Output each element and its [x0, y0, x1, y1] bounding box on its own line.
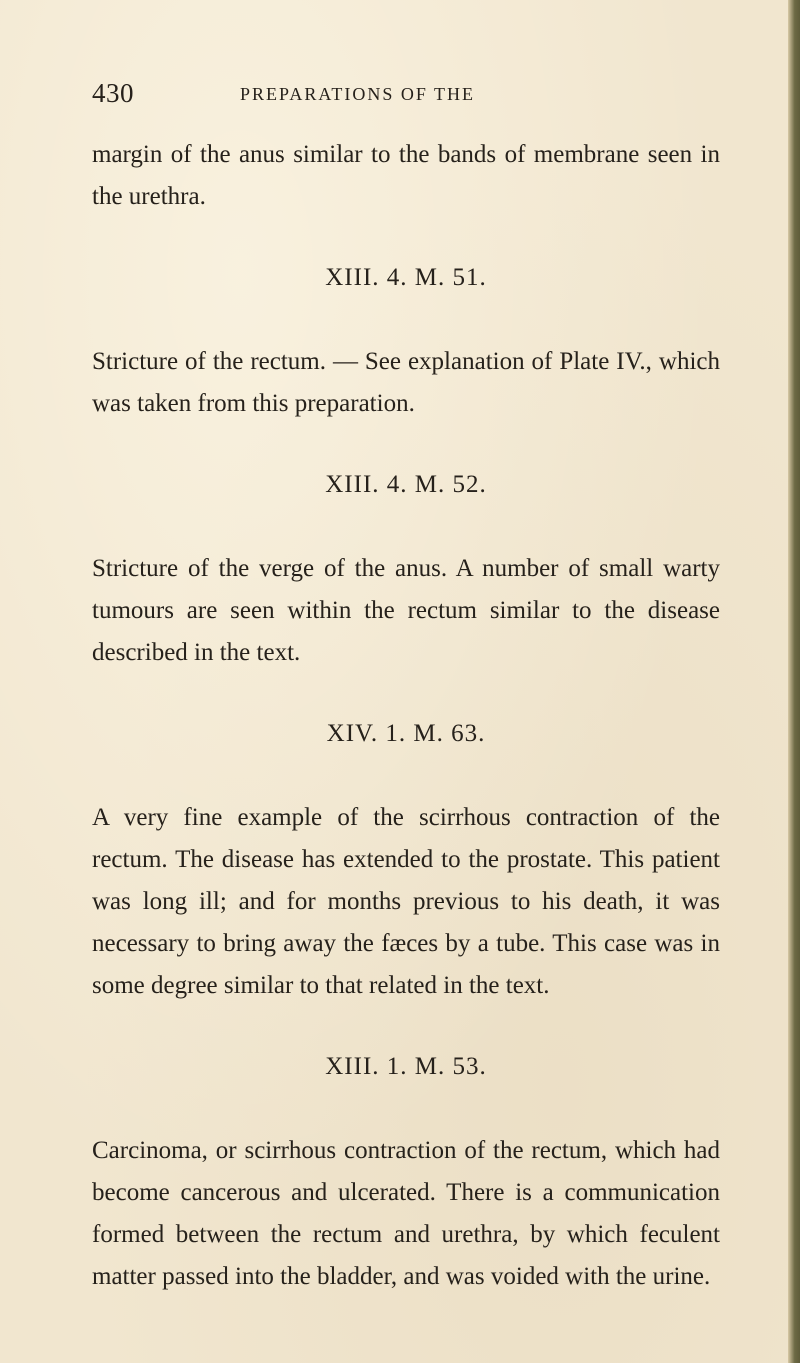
entry-text: Stricture of the rectum. — See explanation of Plate IV., which was taken from this preparation. — [92, 348, 720, 417]
entry-heading: XIII. 4. M. 51. — [325, 264, 487, 291]
running-head: PREPARATIONS OF THE — [240, 84, 476, 104]
page-number: 430 — [92, 78, 134, 108]
entry-text: Stricture of the verge of the anus. A number of small warty tumours are seen within the rectum similar to the disease described in the text. — [92, 555, 720, 666]
page-edge-shadow — [788, 0, 800, 1363]
continuation-paragraph: margin of the anus similar to the bands of membrane seen in the urethra. — [92, 141, 720, 210]
page-header — [92, 78, 732, 118]
page-body — [92, 130, 720, 1298]
entry-heading: XIV. 1. M. 63. — [326, 720, 486, 747]
entry-heading: XIII. 1. M. 53. — [325, 1053, 487, 1080]
entry-heading: XIII. 4. M. 52. — [325, 471, 487, 498]
entry-text: A very fine example of the scirrhous contraction of the rectum. The disease has extended to the prostate. This patient was long ill; and for months previous to his death, it was necessary to bring away the fæces by a tube. This case was in some degree similar to that related in the text. — [92, 804, 720, 999]
entry-text: Carcinoma, or scirrhous contraction of the rectum, which had become cancerous and ulcerated. There is a communication formed between the rectum and urethra, by which feculent matter passed into the bladder, and was voided with the urine. — [92, 1137, 720, 1290]
